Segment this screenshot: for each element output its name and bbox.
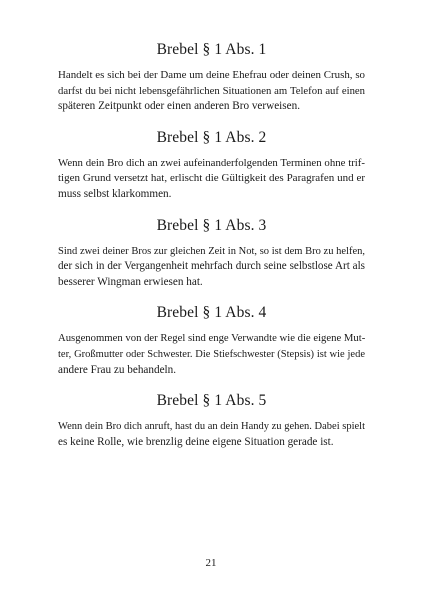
section-title: Brebel § 1 Abs. 2 xyxy=(156,128,267,146)
body-line: darfst du bei nicht lebensgefährlichen Situationen am Telefon auf einen xyxy=(58,84,365,97)
section-body xyxy=(58,419,365,450)
body-line: Sind zwei deiner Bros zur gleichen Zeit in Not, so ist dem Bro zu helfen, xyxy=(58,245,365,257)
section-title: Brebel § 1 Abs. 4 xyxy=(156,304,267,322)
body-line: ter, Großmutter oder Schwester. Die Stiefschwester (Stepsis) ist wie jede xyxy=(58,348,365,360)
body-line: es keine Rolle, wie brenzlig deine eigene Situation gerade ist. xyxy=(58,435,334,448)
body-line: muss selbst klarkommen. xyxy=(58,187,172,200)
section-title: Brebel § 1 Abs. 1 xyxy=(156,41,267,58)
body-line: tigen Grund versetzt hat, erlischt die Gültigkeit des Paragrafen und er xyxy=(58,172,365,185)
body-line: besserer Wingman erwiesen hat. xyxy=(58,275,203,288)
section-body xyxy=(58,156,365,203)
page-content xyxy=(58,40,365,463)
section-body xyxy=(58,244,365,291)
section-abs-5 xyxy=(58,391,365,450)
body-line: andere Frau zu behandeln. xyxy=(58,363,177,376)
section-title: Brebel § 1 Abs. 5 xyxy=(156,392,267,410)
body-line: Wenn dein Bro dich anruft, hast du an dein Handy zu gehen. Dabei spielt xyxy=(58,421,365,433)
section-title: Brebel § 1 Abs. 3 xyxy=(156,216,267,234)
body-line: Handelt es sich bei der Dame um deine Ehefrau oder deinen Crush, so xyxy=(58,69,365,81)
body-line: der sich in der Vergangenheit mehrfach durch seine selbstlose Art als xyxy=(58,260,365,273)
section-body xyxy=(58,68,365,115)
section-abs-1 xyxy=(58,40,365,115)
section-abs-2 xyxy=(58,128,365,203)
body-line: Wenn dein Bro dich an zwei aufeinanderfolgenden Terminen ohne trif- xyxy=(58,156,365,169)
section-abs-3 xyxy=(58,216,365,291)
section-abs-4 xyxy=(58,303,365,378)
body-line: späteren Zeitpunkt oder einen anderen Bro verweisen. xyxy=(58,100,300,113)
page-number: 21 xyxy=(205,557,217,569)
section-body xyxy=(58,331,365,378)
body-line: Ausgenommen von der Regel sind enge Verwandte wie die eigene Mut- xyxy=(58,332,366,345)
